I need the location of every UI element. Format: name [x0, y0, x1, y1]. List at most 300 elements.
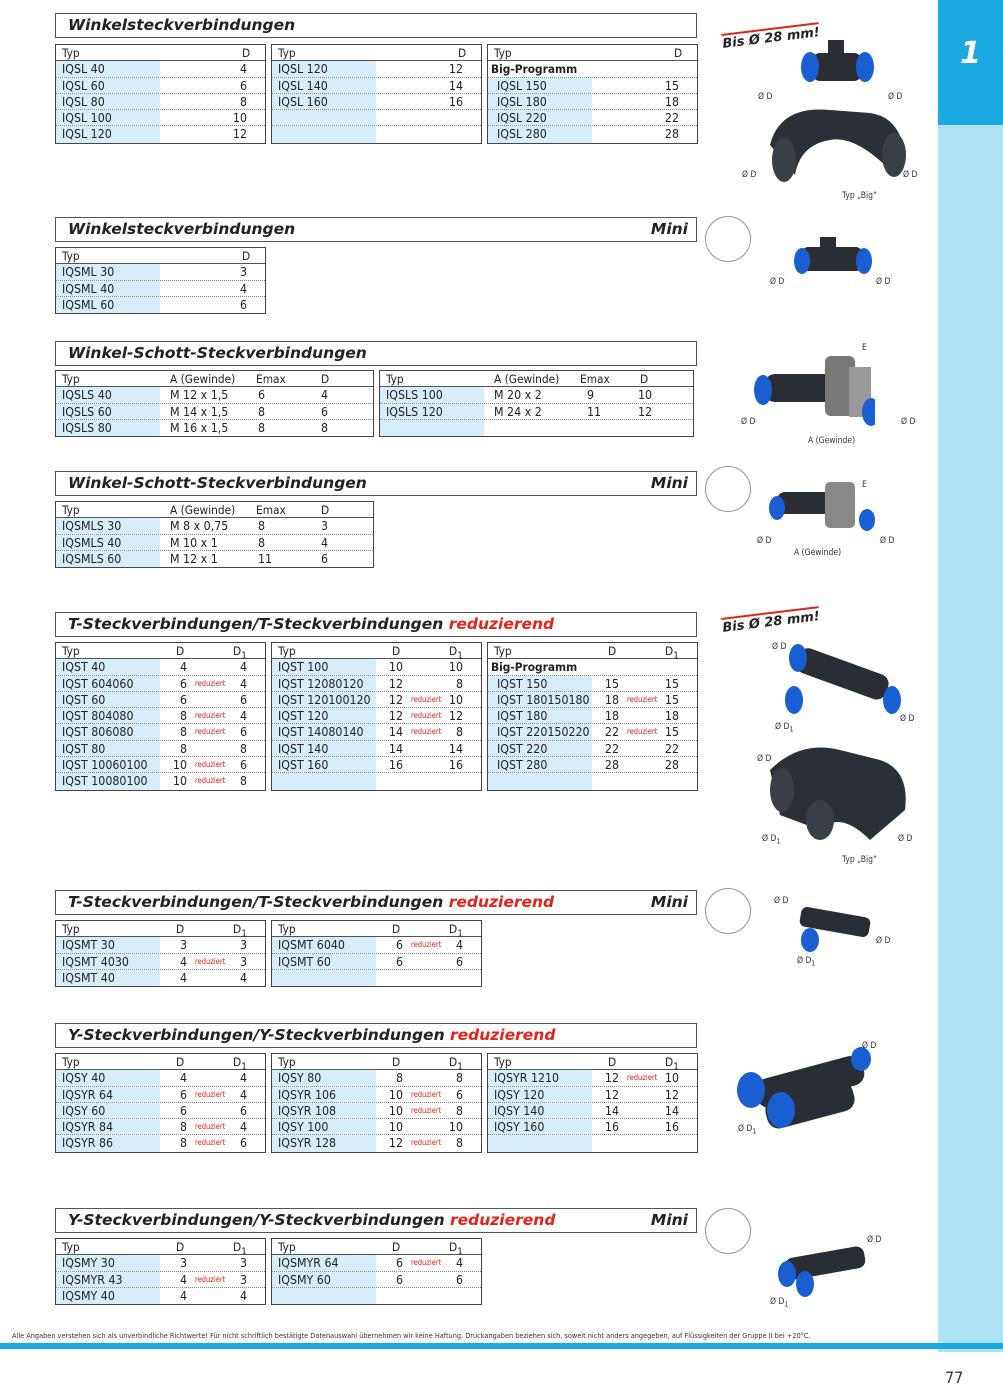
- column-header: Typ: [62, 249, 80, 263]
- type-code: IQST 806080: [62, 725, 134, 740]
- type-code: IQSY 80: [278, 1071, 322, 1086]
- chapter-number: 1: [960, 36, 981, 71]
- diameter: 6: [179, 692, 187, 707]
- column-header: $D_1$: [233, 644, 247, 662]
- reduziert-note: reduziert: [195, 678, 226, 688]
- type-code: IQSML 30: [62, 265, 115, 280]
- table-row: [488, 1070, 697, 1086]
- section-title-text: Y-Steckverbindungen/Y-Steckverbindungen: [68, 1026, 450, 1044]
- type-code: IQSL 40: [62, 62, 105, 77]
- diameter-1: 3: [239, 938, 247, 953]
- table-header: [56, 643, 265, 662]
- row-type-bg: [272, 126, 376, 142]
- diameter: 8: [239, 94, 247, 109]
- reduziert-note: reduziert: [195, 727, 226, 737]
- row-type-bg: [488, 773, 592, 789]
- type-code: IQSMT 40: [62, 970, 115, 985]
- label-dia: Ø D: [774, 896, 789, 906]
- diameter: 4: [179, 660, 187, 675]
- label-dia1: Ø $D_1$: [775, 722, 794, 734]
- data-table: [55, 1238, 266, 1305]
- type-code: IQST 12080120: [278, 676, 364, 691]
- type-code: IQST 60: [62, 692, 106, 707]
- table-row: [56, 535, 373, 551]
- diameter: 6: [239, 297, 247, 312]
- table-row: [272, 1135, 481, 1151]
- diameter: 6: [395, 1272, 403, 1287]
- type-code: IQST 160: [278, 758, 329, 773]
- table-header: [56, 502, 373, 518]
- badge-bis-28-t: Bis Ø 28 mm!: [721, 606, 820, 636]
- diameter-1: 22: [664, 741, 679, 756]
- table-row: [272, 78, 481, 94]
- data-table: [271, 920, 482, 987]
- diameter-1: 6: [239, 725, 247, 740]
- emax: 8: [258, 420, 266, 435]
- column-header: $D_1$: [449, 1240, 463, 1258]
- footnote: Alle Angaben verstehen sich als unverbindliche Richtwerte! Für nicht schriftlich bestätigte Datenauswahl übernehmen wir keine Haftung. Druckangaben beziehen sich, soweit nicht anders angegeben, auf Flüssigkeiten der Gruppe II bei +20°C.: [12, 1331, 811, 1340]
- label-dia: Ø D: [876, 936, 891, 946]
- table-row: [488, 741, 697, 757]
- table-row: [56, 773, 265, 789]
- type-code: IQSY 100: [278, 1120, 329, 1135]
- data-table: [55, 247, 266, 314]
- diameter: 10: [232, 111, 247, 126]
- table-row: [56, 126, 265, 142]
- table-header: [56, 371, 373, 387]
- diameter-1: 8: [455, 725, 463, 740]
- diameter: 12: [388, 1136, 403, 1151]
- column-header: D: [458, 46, 467, 60]
- diameter: 8: [179, 1120, 187, 1135]
- diameter: 6: [321, 404, 329, 419]
- table-row: [272, 1070, 481, 1086]
- table-row: [56, 1135, 265, 1151]
- type-code: IQST 10080100: [62, 774, 148, 789]
- label-typ-big: Typ „Big“: [842, 855, 877, 865]
- table-row: [56, 551, 373, 567]
- type-code: IQSML 60: [62, 297, 115, 312]
- diameter: 10: [172, 774, 187, 789]
- diameter-1: 14: [448, 741, 463, 756]
- table-row: [272, 1272, 481, 1288]
- type-code: IQSY 40: [62, 1071, 106, 1086]
- diameter-1: 4: [239, 1288, 247, 1303]
- diameter: 10: [172, 758, 187, 773]
- type-code: IQSY 120: [494, 1087, 545, 1102]
- row-type-bg: [272, 970, 376, 986]
- type-code: IQSLS 60: [62, 404, 112, 419]
- diameter-1: 4: [239, 970, 247, 985]
- diameter-1: 16: [664, 1120, 679, 1135]
- thread: M 16 x 1,5: [170, 420, 229, 435]
- table-row: [272, 61, 481, 77]
- type-code: IQST 80: [62, 741, 106, 756]
- diameter-1: 3: [239, 1256, 247, 1271]
- diameter: 22: [604, 741, 619, 756]
- diameter: 4: [179, 1288, 187, 1303]
- label-dia: Ø D: [900, 714, 915, 724]
- column-header: $D_1$: [233, 922, 247, 940]
- type-code: IQST 120: [278, 709, 329, 724]
- type-code: IQSL 100: [62, 111, 112, 126]
- big-programm-label: Big-Programm: [491, 660, 578, 675]
- data-table: [55, 1053, 266, 1153]
- side-bar: [938, 0, 1003, 1352]
- table-row: [272, 1288, 481, 1304]
- column-header: D: [176, 1055, 185, 1069]
- label-dia: Ø D: [757, 536, 772, 546]
- reduziert-note: reduziert: [195, 1274, 226, 1284]
- table-row: [488, 757, 697, 773]
- diameter: 8: [395, 1071, 403, 1086]
- diameter-1: 28: [664, 758, 679, 773]
- table-row: [56, 741, 265, 757]
- column-header: Typ: [62, 922, 80, 936]
- type-code: IQSL 120: [278, 62, 328, 77]
- data-table: [271, 642, 482, 791]
- mini-t-image: [790, 902, 880, 958]
- label-dia: Ø D: [757, 754, 772, 764]
- diameter-1: 4: [239, 1087, 247, 1102]
- section-title-text: Winkelsteckverbindungen: [68, 220, 296, 238]
- table-row: [56, 404, 373, 420]
- column-header: Emax: [256, 372, 286, 386]
- column-header: D: [392, 922, 401, 936]
- label-dia1: Ø $D_1$: [797, 956, 816, 968]
- section-title-text: Y-Steckverbindungen/Y-Steckverbindungen: [68, 1211, 450, 1229]
- type-code: IQST 220150220: [497, 725, 590, 740]
- diameter-1: 10: [448, 660, 463, 675]
- type-code: IQST 14080140: [278, 725, 364, 740]
- table-row: [272, 1119, 481, 1135]
- diameter: 4: [239, 62, 247, 77]
- diameter: 12: [604, 1087, 619, 1102]
- table-header: [380, 371, 693, 387]
- column-header: D: [242, 46, 251, 60]
- section-title-text: Winkelsteckverbindungen: [68, 16, 296, 34]
- column-header: $D_1$: [665, 644, 679, 662]
- column-header: Typ: [62, 46, 80, 60]
- diameter: 18: [604, 709, 619, 724]
- type-code: IQSL 180: [497, 94, 547, 109]
- diameter: 6: [395, 938, 403, 953]
- section-mini-label: Mini: [650, 474, 688, 492]
- label-dia: Ø D: [742, 170, 757, 180]
- diameter: 28: [664, 127, 679, 142]
- column-header: D: [608, 1055, 617, 1069]
- data-table: [487, 642, 698, 791]
- column-header: D: [176, 644, 185, 658]
- type-code: IQSMT 4030: [62, 954, 129, 969]
- type-code: IQSMLS 60: [62, 551, 122, 566]
- row-type-bg: [488, 1135, 592, 1151]
- reduziert-note: reduziert: [195, 956, 226, 966]
- diameter-1: 6: [239, 758, 247, 773]
- emax: 9: [587, 388, 595, 403]
- label-dia: Ø D: [903, 170, 918, 180]
- column-header: Typ: [62, 372, 80, 386]
- type-code: IQST 220: [497, 741, 548, 756]
- diameter: 16: [388, 758, 403, 773]
- table-row: [272, 692, 481, 708]
- table-row: [56, 78, 265, 94]
- mini-hand-icon: [705, 216, 751, 262]
- data-table: [271, 44, 482, 144]
- emax: 11: [587, 404, 602, 419]
- column-header: Typ: [494, 644, 512, 658]
- label-e: E: [862, 343, 867, 353]
- section-title: [55, 13, 697, 38]
- type-code: IQST 150: [497, 676, 548, 691]
- diameter-1: 14: [664, 1103, 679, 1118]
- type-code: IQSLS 80: [62, 420, 112, 435]
- diameter: 12: [388, 709, 403, 724]
- section-title-reduziert: reduzierend: [450, 1211, 556, 1229]
- diameter: 12: [232, 127, 247, 142]
- reduziert-note: reduziert: [411, 711, 442, 721]
- column-header: Typ: [494, 46, 512, 60]
- table-row: [56, 954, 265, 970]
- table-row: [56, 1087, 265, 1103]
- data-table: [55, 44, 266, 144]
- type-code: IQSY 60: [62, 1103, 106, 1118]
- table-row: [272, 126, 481, 142]
- reduziert-note: reduziert: [627, 727, 658, 737]
- column-header: D: [392, 1055, 401, 1069]
- diameter: 4: [179, 970, 187, 985]
- type-code: IQSL 80: [62, 94, 105, 109]
- type-code: IQST 40: [62, 660, 106, 675]
- table-row: [56, 94, 265, 110]
- type-code: IQSYR 1210: [494, 1071, 560, 1086]
- table-row: [272, 1103, 481, 1119]
- table-row: [56, 1103, 265, 1119]
- big-programm-row: [488, 659, 697, 675]
- column-header: D: [392, 644, 401, 658]
- diameter: 8: [179, 741, 187, 756]
- data-table: [379, 370, 694, 437]
- table-row: [56, 970, 265, 986]
- data-table: [487, 1053, 698, 1153]
- type-code: IQST 140: [278, 741, 329, 756]
- section-title-reduziert: reduzierend: [448, 893, 555, 911]
- type-code: IQSYR 64: [62, 1087, 114, 1102]
- type-code: IQSMY 30: [62, 1256, 115, 1271]
- table-row: [272, 1255, 481, 1271]
- thread: M 24 x 2: [494, 404, 542, 419]
- diameter: 15: [604, 676, 619, 691]
- section-mini-label: Mini: [650, 1211, 688, 1229]
- reduziert-note: reduziert: [195, 1089, 226, 1099]
- bottom-rule: [0, 1343, 1003, 1349]
- type-code: IQSLS 100: [386, 388, 443, 403]
- type-code: IQST 10060100: [62, 758, 148, 773]
- reduziert-note: reduziert: [411, 694, 442, 704]
- diameter: 14: [448, 78, 463, 93]
- diameter-1: 3: [239, 954, 247, 969]
- emax: 8: [258, 404, 266, 419]
- type-code: IQSL 120: [62, 127, 112, 142]
- type-code: IQSYR 86: [62, 1136, 114, 1151]
- diameter: 6: [179, 1103, 187, 1118]
- reduziert-note: reduziert: [411, 1258, 442, 1268]
- table-row: [488, 126, 697, 142]
- column-header: Typ: [62, 644, 80, 658]
- reduziert-note: reduziert: [411, 727, 442, 737]
- table-row: [56, 1288, 265, 1304]
- diameter: 15: [664, 78, 679, 93]
- type-code: IQSMT 6040: [278, 938, 345, 953]
- diameter-1: 4: [239, 709, 247, 724]
- section-title: [55, 612, 697, 637]
- table-row: [380, 387, 693, 403]
- table-row: [56, 387, 373, 403]
- table-header: [56, 248, 265, 264]
- column-header: D: [176, 1240, 185, 1254]
- diameter: 6: [239, 78, 247, 93]
- type-code: IQSMYR 43: [62, 1272, 123, 1287]
- diameter-1: 15: [664, 725, 679, 740]
- diameter-1: 6: [455, 954, 463, 969]
- emax: 11: [258, 551, 273, 566]
- reduziert-note: reduziert: [195, 711, 226, 721]
- diameter: 6: [395, 1256, 403, 1271]
- type-code: IQSYR 84: [62, 1120, 114, 1135]
- diameter: 14: [388, 725, 403, 740]
- table-header: [56, 1239, 265, 1258]
- label-dia: Ø D: [862, 1041, 877, 1051]
- diameter-1: 12: [664, 1087, 679, 1102]
- section-title: [55, 890, 697, 915]
- table-row: [488, 94, 697, 110]
- section-title-text: Winkel-Schott-Steckverbindungen: [68, 344, 367, 362]
- data-table: [55, 501, 374, 568]
- label-dia1: Ø $D_1$: [770, 1297, 789, 1309]
- table-row: [488, 1087, 697, 1103]
- data-table: [55, 642, 266, 791]
- table-row: [272, 773, 481, 789]
- diameter: 10: [388, 1087, 403, 1102]
- type-code: IQST 100: [278, 660, 329, 675]
- diameter: 10: [388, 660, 403, 675]
- type-code: IQSMLS 40: [62, 535, 122, 550]
- diameter: 6: [321, 551, 329, 566]
- type-code: IQSLS 40: [62, 388, 112, 403]
- label-dia: Ø D: [876, 277, 891, 287]
- emax: 8: [258, 519, 266, 534]
- column-header: Emax: [256, 503, 286, 517]
- table-row: [488, 1119, 697, 1135]
- section-title-text: Winkel-Schott-Steckverbindungen: [68, 474, 367, 492]
- diameter: 3: [179, 1256, 187, 1271]
- table-row: [272, 94, 481, 110]
- reduziert-note: reduziert: [411, 940, 442, 950]
- diameter-1: 6: [239, 1103, 247, 1118]
- table-header: [488, 45, 697, 61]
- table-row: [272, 937, 481, 953]
- diameter-1: 8: [239, 774, 247, 789]
- column-header: Typ: [278, 644, 296, 658]
- table-row: [56, 1119, 265, 1135]
- diameter-1: 12: [448, 709, 463, 724]
- y-connector-image: [735, 1045, 875, 1135]
- section-mini-label: Mini: [650, 220, 688, 238]
- type-code: IQST 180150180: [497, 692, 590, 707]
- column-header: $D_1$: [233, 1240, 247, 1258]
- column-header: $D_1$: [449, 1055, 463, 1073]
- label-typ-big: Typ „Big“: [842, 191, 877, 201]
- type-code: IQSL 220: [497, 111, 547, 126]
- diameter-1: 8: [239, 741, 247, 756]
- diameter: 4: [179, 1272, 187, 1287]
- diameter: 10: [388, 1120, 403, 1135]
- type-code: IQSL 280: [497, 127, 547, 142]
- section-mini-label: Mini: [650, 893, 688, 911]
- type-code: IQSY 160: [494, 1120, 545, 1135]
- table-row: [272, 708, 481, 724]
- thread: M 12 x 1: [170, 551, 218, 566]
- diameter: 8: [321, 420, 329, 435]
- reduziert-note: reduziert: [411, 1138, 442, 1148]
- row-type-bg: [272, 773, 376, 789]
- mini-hand-icon: [705, 466, 751, 512]
- label-dia: Ø D: [772, 642, 787, 652]
- page-number: 77: [945, 1368, 964, 1387]
- data-table: [271, 1238, 482, 1305]
- table-row: [272, 954, 481, 970]
- diameter: 22: [664, 111, 679, 126]
- reduziert-note: reduziert: [627, 694, 658, 704]
- type-code: IQSLS 120: [386, 404, 443, 419]
- column-header: Emax: [580, 372, 610, 386]
- diameter-1: 6: [239, 692, 247, 707]
- table-row: [56, 61, 265, 77]
- column-header: A (Gewinde): [494, 372, 560, 386]
- diameter: 22: [604, 725, 619, 740]
- table-row: [488, 1135, 697, 1151]
- data-table: [271, 1053, 482, 1153]
- column-header: D: [321, 503, 330, 517]
- column-header: D: [321, 372, 330, 386]
- column-header: Typ: [386, 372, 404, 386]
- data-table: [55, 920, 266, 987]
- big-programm-row: [488, 61, 697, 77]
- column-header: $D_1$: [449, 922, 463, 940]
- table-row: [380, 420, 693, 436]
- mini-bulkhead-image: [765, 470, 885, 538]
- thread: M 10 x 1: [170, 535, 218, 550]
- diameter: 6: [395, 954, 403, 969]
- diameter: 10: [638, 388, 653, 403]
- column-header: D: [608, 644, 617, 658]
- diameter-1: 4: [239, 1071, 247, 1086]
- table-row: [488, 773, 697, 789]
- mini-y-image: [775, 1242, 875, 1298]
- column-header: $D_1$: [233, 1055, 247, 1073]
- table-row: [56, 757, 265, 773]
- badge-bis-28: Bis Ø 28 mm!: [721, 22, 820, 52]
- reduziert-note: reduziert: [195, 1122, 226, 1132]
- label-dia: Ø D: [741, 417, 756, 427]
- section-title-reduziert: reduzierend: [448, 615, 555, 633]
- diameter-1: 6: [455, 1272, 463, 1287]
- reduziert-note: reduziert: [627, 1073, 658, 1083]
- diameter: 6: [179, 1087, 187, 1102]
- section-title: [55, 1208, 697, 1233]
- emax: 8: [258, 535, 266, 550]
- table-row: [56, 518, 373, 534]
